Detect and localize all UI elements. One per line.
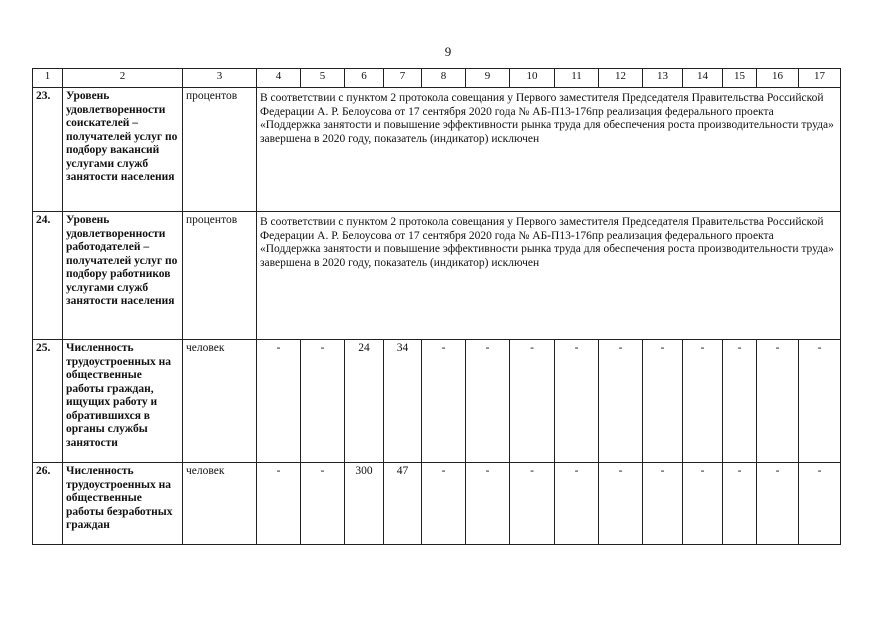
table-row <box>33 212 841 340</box>
column-number-cell: 11 <box>555 69 599 88</box>
row-number: 24. <box>33 212 63 340</box>
value-cell: 34 <box>384 340 422 463</box>
row-number: 26. <box>33 463 63 545</box>
unit-of-measure: человек <box>183 463 257 545</box>
value-cell: - <box>555 463 599 545</box>
value-cell: - <box>301 340 345 463</box>
value-cell: - <box>757 463 799 545</box>
value-cell: 24 <box>345 340 384 463</box>
column-number-cell: 3 <box>183 69 257 88</box>
value-cell: - <box>301 463 345 545</box>
column-number-cell: 12 <box>599 69 643 88</box>
column-number-cell: 15 <box>723 69 757 88</box>
value-cell: 300 <box>345 463 384 545</box>
column-number-cell: 17 <box>799 69 841 88</box>
value-cell: - <box>683 340 723 463</box>
value-cell: - <box>599 340 643 463</box>
value-cell: - <box>555 340 599 463</box>
row-number: 23. <box>33 88 63 212</box>
value-cell: - <box>723 463 757 545</box>
value-cell: - <box>799 463 841 545</box>
column-number-cell: 10 <box>510 69 555 88</box>
table-body <box>33 69 841 545</box>
column-number-cell: 13 <box>643 69 683 88</box>
indicator-name: Уровень удовлетворенности работодателей – получателей услуг по подбору работников услугами служб занятости населения <box>63 212 183 340</box>
table-row <box>33 463 841 545</box>
column-number-cell: 16 <box>757 69 799 88</box>
indicator-name: Уровень удовлетворенности соискателей – получателей услуг по подбору вакансий услугами служб занятости населения <box>63 88 183 212</box>
unit-of-measure: процентов <box>183 88 257 212</box>
indicator-name: Численность трудоустроенных на общественные работы безработных граждан <box>63 463 183 545</box>
column-number-cell: 2 <box>63 69 183 88</box>
value-cell: - <box>466 463 510 545</box>
value-cell: - <box>723 340 757 463</box>
value-cell: - <box>422 463 466 545</box>
value-cell: - <box>466 340 510 463</box>
value-cell: - <box>257 463 301 545</box>
column-number-cell: 5 <box>301 69 345 88</box>
column-number-cell: 14 <box>683 69 723 88</box>
column-number-cell: 4 <box>257 69 301 88</box>
column-number-row <box>33 69 841 88</box>
value-cell: - <box>510 340 555 463</box>
column-number-cell: 8 <box>422 69 466 88</box>
column-number-cell: 9 <box>466 69 510 88</box>
exclusion-note: В соответствии с пунктом 2 протокола совещания у Первого заместителя Председателя Правительства Российской Федерации А. Р. Белоусова от 17 сентября 2020 года № АБ-П13-176пр реализация федерального проекта «Поддержка занятости и повышение эффективности рынка труда для обеспечения роста производительности труда» завершена в 2020 году, показатель (индикатор) исключен <box>257 212 841 340</box>
value-cell: - <box>643 463 683 545</box>
value-cell: - <box>257 340 301 463</box>
table-row <box>33 340 841 463</box>
column-number-cell: 7 <box>384 69 422 88</box>
value-cell: - <box>757 340 799 463</box>
value-cell: - <box>599 463 643 545</box>
row-number: 25. <box>33 340 63 463</box>
column-number-cell: 1 <box>33 69 63 88</box>
value-cell: 47 <box>384 463 422 545</box>
value-cell: - <box>510 463 555 545</box>
table-row <box>33 88 841 212</box>
column-number-cell: 6 <box>345 69 384 88</box>
exclusion-note: В соответствии с пунктом 2 протокола совещания у Первого заместителя Председателя Правительства Российской Федерации А. Р. Белоусова от 17 сентября 2020 года № АБ-П13-176пр реализация федерального проекта «Поддержка занятости и повышение эффективности рынка труда для обеспечения роста производительности труда» завершена в 2020 году, показатель (индикатор) исключен <box>257 88 841 212</box>
value-cell: - <box>422 340 466 463</box>
unit-of-measure: процентов <box>183 212 257 340</box>
indicators-table <box>32 68 841 545</box>
value-cell: - <box>799 340 841 463</box>
page-number: 9 <box>444 44 452 59</box>
value-cell: - <box>683 463 723 545</box>
indicator-name: Численность трудоустроенных на общественные работы граждан, ищущих работу и обратившихся в органы службы занятости <box>63 340 183 463</box>
value-cell: - <box>643 340 683 463</box>
unit-of-measure: человек <box>183 340 257 463</box>
